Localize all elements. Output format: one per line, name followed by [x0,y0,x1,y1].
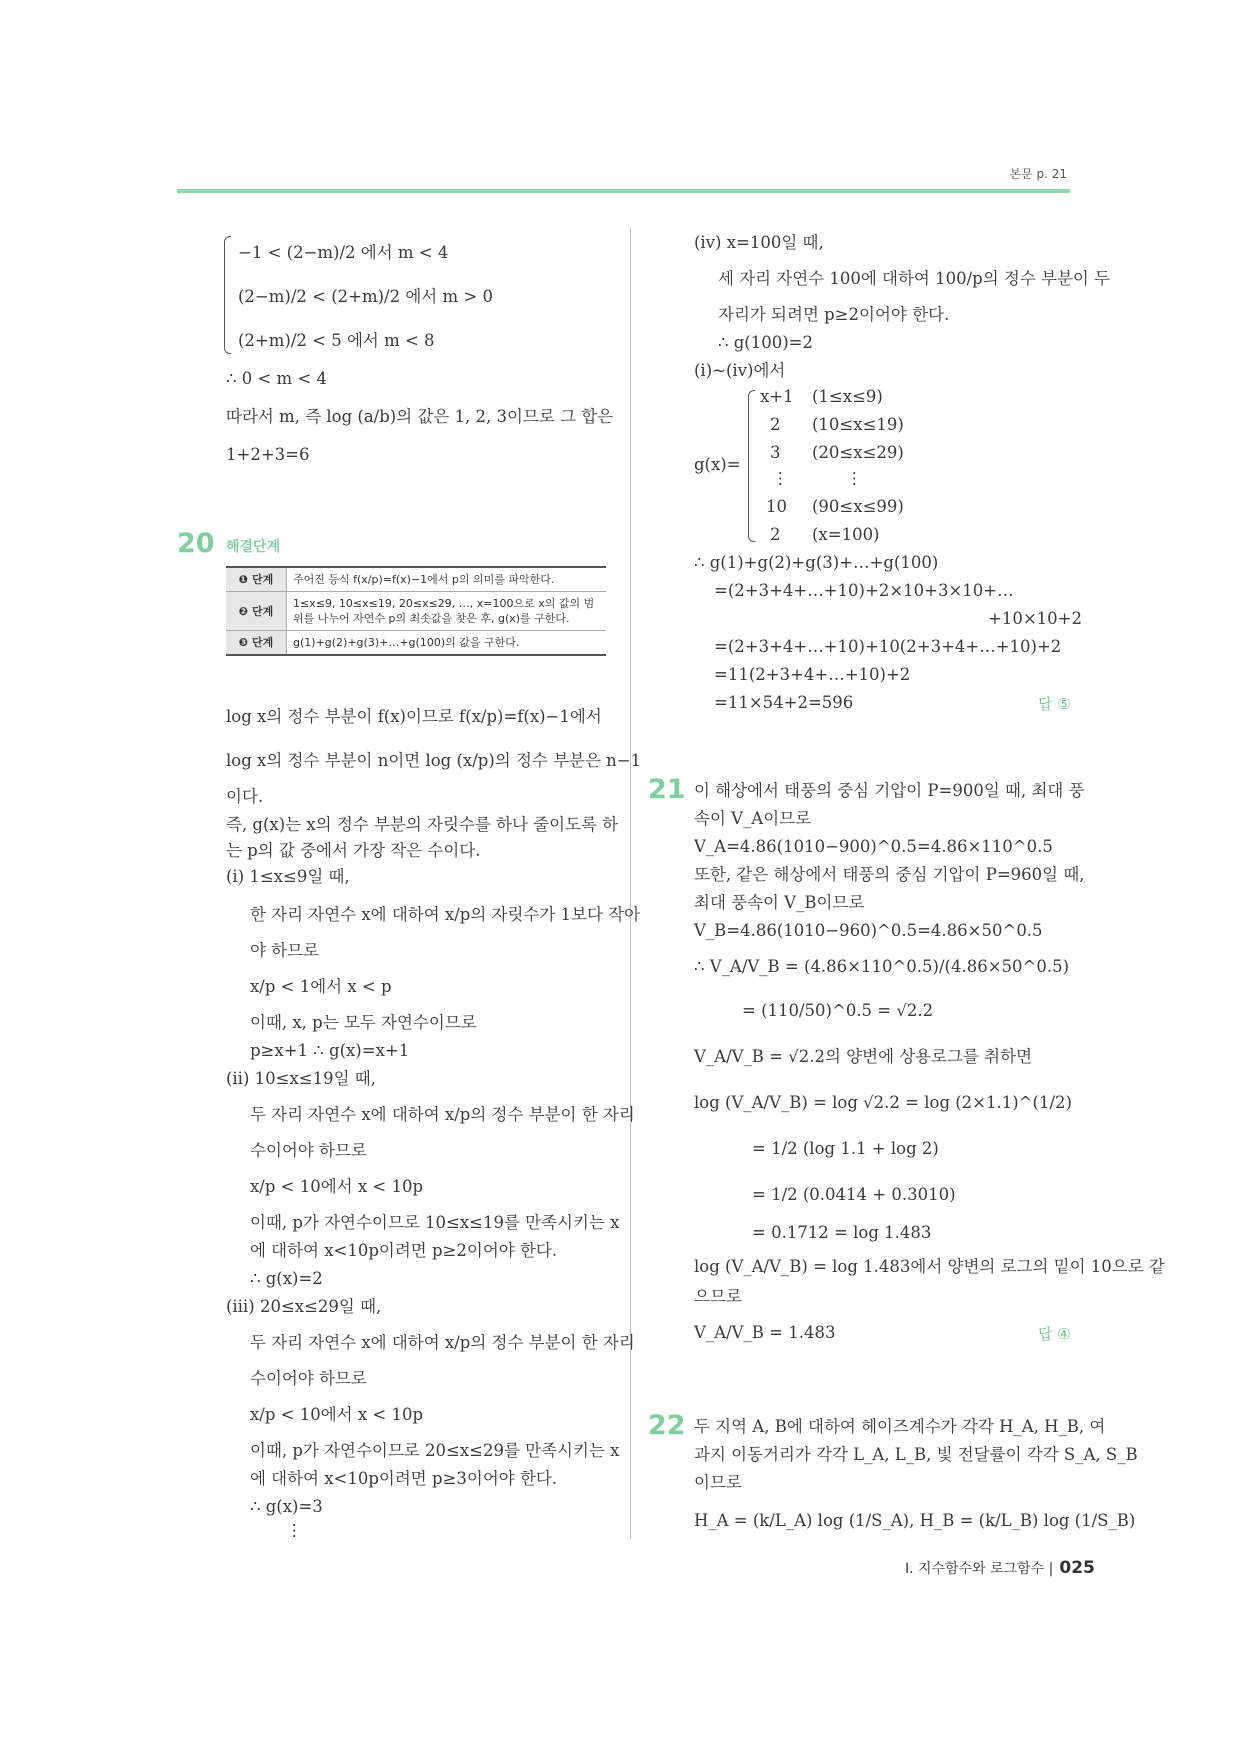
page-reference: 본문 p. 21 [1009,167,1067,181]
chapter-title: Ⅰ. 지수함수와 로그함수 | [905,1561,1054,1577]
solution-line: log (V_A/V_B) = log √2.2 = log (2×1.1)^(1/2) [694,1093,1072,1112]
piecewise-expr: x+1 [760,387,794,406]
solution-line: V_B=4.86(1010−960)^0.5=4.86×50^0.5 [694,921,1043,940]
piecewise-cond: (x=100) [812,525,880,544]
cont-line: ∴ 0 < m < 4 [226,369,328,388]
problem-number: 21 [648,774,686,805]
solution-line: ∴ g(100)=2 [718,333,813,352]
solution-line: x/p < 10에서 x < 10p [250,1405,424,1424]
solution-line: V_A/V_B = √2.2의 양변에 상용로그를 취하면 [694,1047,1033,1066]
solution-line: (ⅲ) 20≤x≤29일 때, [226,1297,382,1316]
solution-line: 이때, x, p는 모두 자연수이므로 [250,1013,477,1032]
piecewise-cond: (90≤x≤99) [812,497,904,516]
steps-table [226,566,606,656]
solution-line: V_A/V_B = 1.483 [694,1323,836,1342]
problem-number: 20 [177,528,215,559]
piecewise-expr: ⋮ [772,469,789,488]
header-rule [177,189,1070,193]
piecewise-cond: (20≤x≤29) [812,443,904,462]
step-row [226,631,606,656]
solution-line: 는 p의 값 중에서 가장 작은 수이다. [226,841,481,860]
solution-line: log (V_A/V_B) = log 1.483에서 양변의 로그의 밑이 10으로 같 [694,1257,1165,1276]
solution-line: 에 대하여 x<10p이려면 p≥3이어야 한다. [250,1469,558,1488]
piecewise-cond: (1≤x≤9) [812,387,883,406]
solution-line: (ⅰ) 1≤x≤9일 때, [226,867,350,886]
solution-line: 두 지역 A, B에 대하여 헤이즈계수가 각각 H_A, H_B, 여 [694,1417,1106,1436]
sum-line: =(2+3+4+…+10)+10(2+3+4+…+10)+2 [714,637,1062,656]
answer-badge: 답 ⑤ [1038,695,1071,713]
solution-line: 으므로 [694,1287,742,1306]
solution-line: log x의 정수 부분이 f(x)이므로 f(x/p)=f(x)−1에서 [226,707,602,726]
step-text: 주어진 등식 f(x/p)=f(x)−1에서 p의 의미를 파악한다. [287,567,607,592]
piecewise-expr: 2 [770,525,781,544]
solution-line: 세 자리 자연수 100에 대하여 100/p의 정수 부분이 두 [718,269,1111,288]
piecewise-cond: ⋮ [846,469,863,488]
solution-line: 이므로 [694,1473,742,1492]
solution-line: 수이어야 하므로 [250,1369,367,1388]
step-label: ❸ 단계 [226,631,287,656]
solution-line: 최대 풍속이 V_B이므로 [694,893,865,912]
cont-line: −1 < (2−m)/2 에서 m < 4 [238,243,449,262]
sum-line: ∴ g(1)+g(2)+g(3)+…+g(100) [694,553,939,572]
step-row [226,567,606,592]
step-label: ❷ 단계 [226,592,287,631]
steps-title: 해결단계 [226,539,281,555]
solution-line: 두 자리 자연수 x에 대하여 x/p의 정수 부분이 한 자리 [250,1105,635,1124]
problem-number: 22 [648,1410,686,1441]
cont-line: 1+2+3=6 [226,445,310,464]
solution-line: ⋮ [286,1521,303,1540]
step-label: ❶ 단계 [226,567,287,592]
solution-line: 이때, p가 자연수이므로 20≤x≤29를 만족시키는 x [250,1441,620,1460]
solution-line: 이때, p가 자연수이므로 10≤x≤19를 만족시키는 x [250,1213,620,1232]
sum-line: =(2+3+4+…+10)+2×10+3×10+… [714,581,1014,600]
solution-line: 또한, 같은 해상에서 태풍의 중심 기압이 P=960일 때, [694,865,1085,884]
solution-line: = (110/50)^0.5 = √2.2 [742,1001,934,1020]
sum-line: =11(2+3+4+…+10)+2 [714,665,911,684]
step-text: 1≤x≤9, 10≤x≤19, 20≤x≤29, …, x=100으로 x의 값의 범위를 나누어 자연수 p의 최솟값을 찾은 후, g(x)를 구한다. [287,592,607,631]
piecewise-expr: 10 [766,497,787,516]
cont-line: 따라서 m, 즉 log (a/b)의 값은 1, 2, 3이므로 그 합은 [226,407,614,426]
solution-line: 수이어야 하므로 [250,1141,367,1160]
cont-line: (2+m)/2 < 5 에서 m < 8 [238,331,435,350]
system-brace [224,236,231,354]
solution-line: = 0.1712 = log 1.483 [752,1223,932,1242]
solution-line: ∴ g(x)=2 [250,1269,323,1288]
piecewise-brace [748,390,755,542]
solution-line: ∴ g(x)=3 [250,1497,323,1516]
solution-line: 즉, g(x)는 x의 정수 부분의 자릿수를 하나 줄이도록 하 [226,815,619,834]
solution-line: ∴ V_A/V_B = (4.86×110^0.5)/(4.86×50^0.5) [694,957,1070,976]
solution-line: = 1/2 (0.0414 + 0.3010) [752,1185,956,1204]
solution-line: log x의 정수 부분이 n이면 log (x/p)의 정수 부분은 n−1 [226,751,642,770]
solution-line: 과지 이동거리가 각각 L_A, L_B, 빛 전달률이 각각 S_A, S_B [694,1445,1138,1464]
answer-badge: 답 ④ [1038,1325,1071,1343]
solution-line: x/p < 10에서 x < 10p [250,1177,424,1196]
solution-line: 야 하므로 [250,941,320,960]
piecewise-lhs: g(x)= [694,455,741,474]
page-footer [905,1558,1095,1578]
solution-line: = 1/2 (log 1.1 + log 2) [752,1139,939,1158]
solution-line: p≥x+1 ∴ g(x)=x+1 [250,1041,410,1060]
solution-line: (ⅰ)~(ⅳ)에서 [694,361,786,380]
solution-line: 이 해상에서 태풍의 중심 기압이 P=900일 때, 최대 풍 [694,781,1085,800]
cont-line: (2−m)/2 < (2+m)/2 에서 m > 0 [238,287,493,306]
solution-line: 속이 V_A이므로 [694,809,812,828]
solution-line: 자리가 되려면 p≥2이어야 한다. [718,305,950,324]
sum-line: +10×10+2 [988,609,1082,628]
piecewise-cond: (10≤x≤19) [812,415,904,434]
piecewise-expr: 2 [770,415,781,434]
solution-line: 에 대하여 x<10p이려면 p≥2이어야 한다. [250,1241,558,1260]
solution-line: 이다. [226,787,264,806]
solution-line: H_A = (k/L_A) log (1/S_A), H_B = (k/L_B) log (1/S_B) [694,1511,1136,1530]
step-text: g(1)+g(2)+g(3)+…+g(100)의 값을 구한다. [287,631,607,656]
sum-line: =11×54+2=596 [714,693,854,712]
solution-line: 두 자리 자연수 x에 대하여 x/p의 정수 부분이 한 자리 [250,1333,635,1352]
solution-line: x/p < 1에서 x < p [250,977,392,996]
solution-line: V_A=4.86(1010−900)^0.5=4.86×110^0.5 [694,837,1053,856]
page-number: 025 [1059,1558,1095,1578]
step-row [226,592,606,631]
piecewise-expr: 3 [770,443,781,462]
solution-line: (ⅱ) 10≤x≤19일 때, [226,1069,376,1088]
solution-line: 한 자리 자연수 x에 대하여 x/p의 자릿수가 1보다 작아 [250,905,641,924]
solution-line: (ⅳ) x=100일 때, [694,233,824,252]
